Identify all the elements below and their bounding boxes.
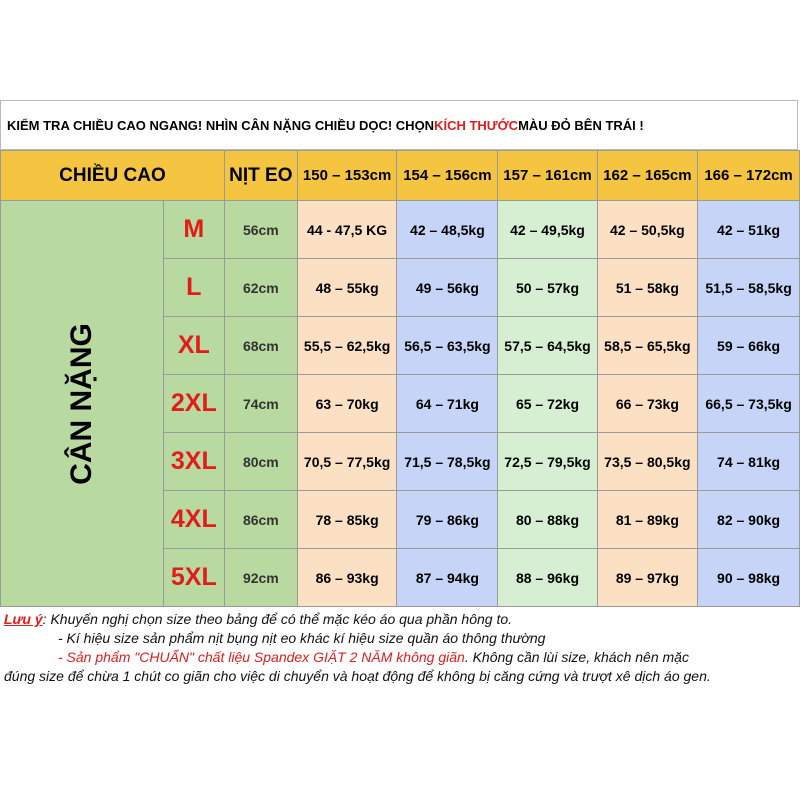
weight-cell: 66,5 – 73,5kg — [698, 375, 800, 433]
waist-cell: 68cm — [224, 317, 297, 375]
weight-cell: 57,5 – 64,5kg — [498, 317, 597, 375]
weight-cell: 74 – 81kg — [698, 433, 800, 491]
note-line-4: đúng size để chừa 1 chút co giãn cho việc di chuyển và hoạt động để không bị căng cứng và trượt xê dịch áo gen. — [4, 668, 711, 684]
size-chart-table — [0, 150, 800, 607]
height-header: CHIỀU CAO — [1, 151, 225, 201]
weight-cell: 63 – 70kg — [297, 375, 397, 433]
weight-cell: 59 – 66kg — [698, 317, 800, 375]
size-cell: XL — [163, 317, 224, 375]
table-row — [1, 201, 800, 259]
weight-cell: 48 – 55kg — [297, 259, 397, 317]
weight-cell: 82 – 90kg — [698, 491, 800, 549]
weight-cell: 56,5 – 63,5kg — [397, 317, 498, 375]
size-cell: L — [163, 259, 224, 317]
height-col-4: 162 – 165cm — [597, 151, 698, 201]
weight-cell: 89 – 97kg — [597, 549, 698, 607]
waist-cell: 74cm — [224, 375, 297, 433]
height-col-3: 157 – 161cm — [498, 151, 597, 201]
weight-cell: 51 – 58kg — [597, 259, 698, 317]
note-label: Lưu ý — [3, 611, 43, 627]
weight-cell: 73,5 – 80,5kg — [597, 433, 698, 491]
banner-text-2: MÀU ĐỎ BÊN TRÁI ! — [518, 117, 644, 133]
note-line-2: - Kí hiệu size sản phẩm nịt bụng nịt eo khác kí hiệu size quần áo thông thường — [58, 630, 546, 646]
weight-cell: 42 – 49,5kg — [498, 201, 597, 259]
height-col-5: 166 – 172cm — [698, 151, 800, 201]
weight-cell: 44 - 47,5 KG — [297, 201, 397, 259]
weight-cell: 88 – 96kg — [498, 549, 597, 607]
weight-cell: 66 – 73kg — [597, 375, 698, 433]
weight-cell: 72,5 – 79,5kg — [498, 433, 597, 491]
header-row — [1, 151, 800, 201]
weight-cell: 80 – 88kg — [498, 491, 597, 549]
weight-cell: 71,5 – 78,5kg — [397, 433, 498, 491]
weight-cell: 51,5 – 58,5kg — [698, 259, 800, 317]
weight-cell: 90 – 98kg — [698, 549, 800, 607]
waist-cell: 62cm — [224, 259, 297, 317]
banner-highlight: KÍCH THƯỚC — [434, 117, 519, 133]
size-cell: 4XL — [163, 491, 224, 549]
weight-cell: 50 – 57kg — [498, 259, 597, 317]
weight-cell: 49 – 56kg — [397, 259, 498, 317]
size-cell: M — [163, 201, 224, 259]
waist-cell: 86cm — [224, 491, 297, 549]
weight-cell: 55,5 – 62,5kg — [297, 317, 397, 375]
weight-cell: 64 – 71kg — [397, 375, 498, 433]
waist-cell: 80cm — [224, 433, 297, 491]
weight-cell: 70,5 – 77,5kg — [297, 433, 397, 491]
weight-cell: 79 – 86kg — [397, 491, 498, 549]
height-col-2: 154 – 156cm — [397, 151, 498, 201]
waist-cell: 56cm — [224, 201, 297, 259]
weight-side-label: CÂN NẶNG — [1, 201, 164, 607]
notes-section — [0, 610, 800, 686]
weight-cell: 86 – 93kg — [297, 549, 397, 607]
weight-cell: 65 – 72kg — [498, 375, 597, 433]
instruction-banner — [0, 100, 798, 150]
note-line-3: - Sản phẩm "CHUẨN" chất liệu Spandex GIẶT 2 NĂM không giãn. Không cần lùi size, khách nên mặc — [58, 649, 689, 665]
height-col-1: 150 – 153cm — [297, 151, 397, 201]
weight-cell: 58,5 – 65,5kg — [597, 317, 698, 375]
size-cell: 5XL — [163, 549, 224, 607]
weight-cell: 42 – 51kg — [698, 201, 800, 259]
size-cell: 2XL — [163, 375, 224, 433]
weight-cell: 42 – 50,5kg — [597, 201, 698, 259]
size-cell: 3XL — [163, 433, 224, 491]
note-line-1: Lưu ý: Khuyến nghị chọn size theo bảng để có thể mặc kéo áo qua phần hông to. — [3, 611, 513, 627]
waist-header: NỊT EO — [224, 151, 297, 201]
weight-cell: 78 – 85kg — [297, 491, 397, 549]
weight-cell: 42 – 48,5kg — [397, 201, 498, 259]
banner-text-1: KIỂM TRA CHIỀU CAO NGANG! NHÌN CÂN NẶNG CHIỀU DỌC! CHỌN — [7, 117, 435, 133]
weight-cell: 81 – 89kg — [597, 491, 698, 549]
waist-cell: 92cm — [224, 549, 297, 607]
weight-cell: 87 – 94kg — [397, 549, 498, 607]
